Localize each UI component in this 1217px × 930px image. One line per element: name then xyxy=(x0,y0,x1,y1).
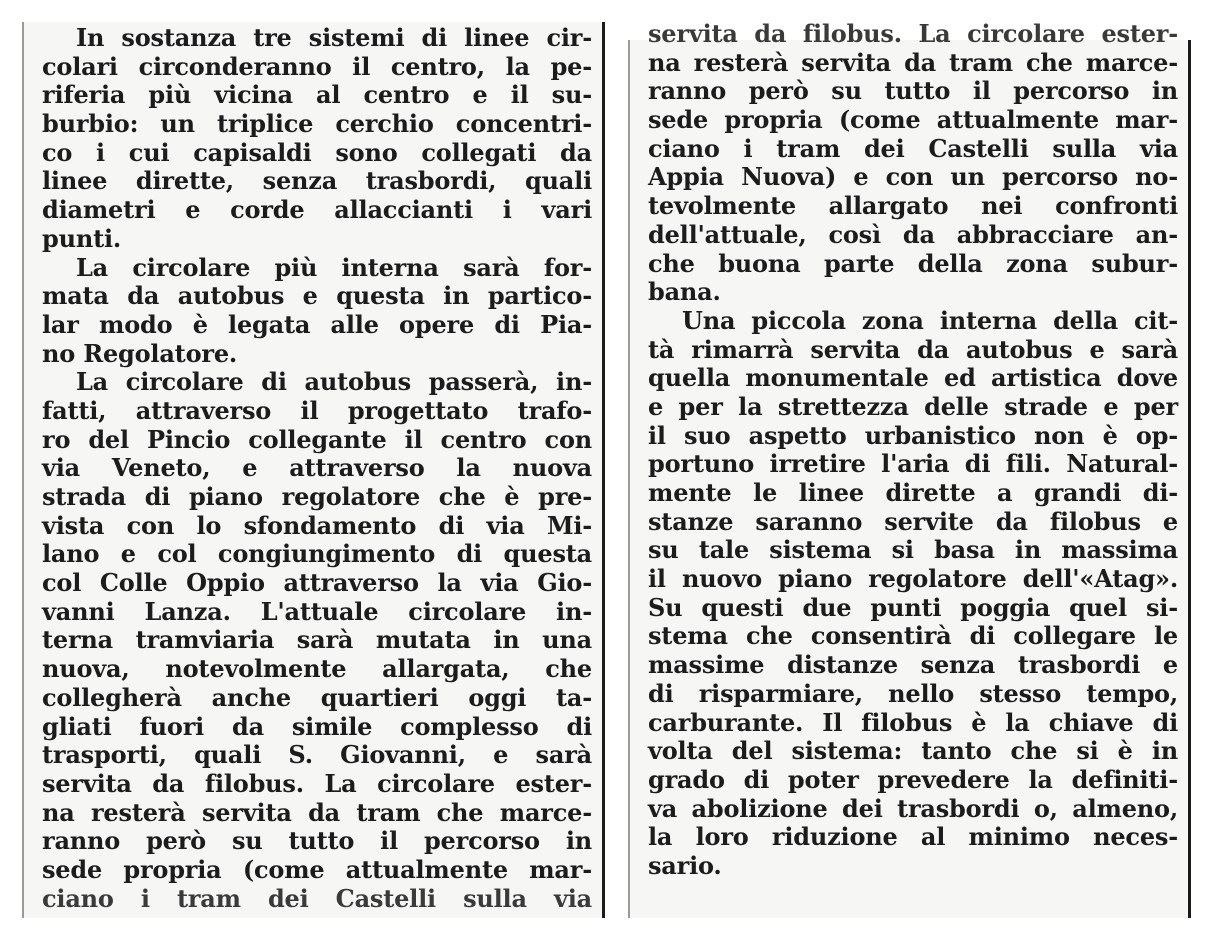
text-line: servita da filobus. La circolare ester- xyxy=(42,768,592,798)
text-line: trasporti, quali S. Giovanni, e sarà xyxy=(42,740,592,770)
text-line: terna tramviaria sarà mutata in una xyxy=(42,625,592,655)
text-line: che buona parte della zona subur- xyxy=(648,248,1178,278)
text-line: ranno però su tutto il percorso in xyxy=(42,826,592,856)
text-line: na resterà servita da tram che marce- xyxy=(648,47,1178,77)
text-line: dell'attuale, così da abbracciare an- xyxy=(648,219,1178,249)
right-column-text xyxy=(648,20,1178,881)
text-line: di risparmiare, nello stesso tempo, xyxy=(648,678,1178,708)
text-line: carburante. Il filobus è la chiave di xyxy=(648,707,1178,737)
text-line: punti. xyxy=(42,223,122,253)
text-line: servita da filobus. La circolare ester- xyxy=(648,19,1178,48)
text-line: fatti, attraverso il progettato trafo- xyxy=(42,395,592,425)
text-line: collegherà anche quartieri oggi ta- xyxy=(42,682,592,712)
text-line: co i cui capisaldi sono collegati da xyxy=(42,137,592,167)
text-line: mata da autobus e questa in partico- xyxy=(42,281,592,311)
text-line: la loro riduzione al minimo neces- xyxy=(648,822,1178,852)
text-line: sede propria (come attualmente mar- xyxy=(648,105,1178,135)
text-line: su tale sistema si basa in massima xyxy=(648,535,1178,565)
text-line: portuno irretire l'aria di fili. Natural- xyxy=(648,449,1178,479)
text-line: e per la strettezza delle strade e per xyxy=(648,391,1178,421)
text-line: Appia Nuova) e con un percorso no- xyxy=(648,162,1178,192)
text-line: diametri e corde allaccianti i vari xyxy=(42,195,592,225)
text-line: stema che consentirà di collegare le xyxy=(648,621,1178,651)
text-line: col Colle Oppio attraverso la via Gio- xyxy=(42,568,592,598)
text-line: grado di poter prevedere la definiti- xyxy=(648,764,1178,794)
text-line: Su questi due punti poggia quel si- xyxy=(648,592,1178,622)
text-line: massime distanze senza trasbordi e xyxy=(648,650,1178,680)
text-line: il suo aspetto urbanistico non è op- xyxy=(648,420,1178,450)
text-line: lar modo è legata alle opere di Pia- xyxy=(42,309,592,339)
text-line: volta del sistema: tanto che si è in xyxy=(648,736,1178,766)
text-line: via Veneto, e attraverso la nuova xyxy=(42,453,592,483)
text-line: va abolizione dei trasbordi o, almeno, xyxy=(648,793,1178,823)
text-line: burbio: un triplice cerchio concentri- xyxy=(42,109,592,139)
text-line: strada di piano regolatore che è pre- xyxy=(42,482,592,511)
text-line: vista con lo sfondamento di via Mi- xyxy=(42,510,592,540)
left-column-text xyxy=(42,24,592,913)
text-line: gliati fuori da simile complesso di xyxy=(42,711,592,741)
text-line: ciano i tram dei Castelli sulla via xyxy=(648,133,1178,163)
text-line: linee dirette, senza trasbordi, quali xyxy=(42,166,592,196)
text-line: La circolare di autobus passerà, in- xyxy=(76,367,592,397)
text-line: vanni Lanza. L'attuale circolare in- xyxy=(42,596,592,626)
text-line: bana. xyxy=(648,277,721,307)
text-line: sede propria (come attualmente mar- xyxy=(42,854,592,884)
text-line: ro del Pincio collegante il centro con xyxy=(42,424,592,454)
text-line: quella monumentale ed artistica dove xyxy=(648,363,1178,393)
text-line: ranno però su tutto il percorso in xyxy=(648,76,1178,106)
text-line: ciano i tram dei Castelli sulla via xyxy=(42,883,592,913)
text-line: il nuovo piano regolatore dell'«Atag». xyxy=(648,564,1178,594)
text-line: nuova, notevolmente allargata, che xyxy=(42,654,592,684)
text-line: na resterà servita da tram che marce- xyxy=(42,797,592,827)
text-line: sario. xyxy=(648,850,722,880)
text-line: mente le linee dirette a grandi di- xyxy=(648,478,1178,507)
text-line: La circolare più interna sarà for- xyxy=(76,252,592,282)
text-line: stanze saranno servite da filobus e xyxy=(648,506,1178,536)
text-line: no Regolatore. xyxy=(42,338,238,368)
text-line: colari circonderanno il centro, la pe- xyxy=(42,51,592,81)
text-line: lano e col congiungimento di questa xyxy=(42,539,592,569)
text-line: Una piccola zona interna della cit- xyxy=(682,305,1178,335)
text-line: riferia più vicina al centro e il su- xyxy=(42,80,592,110)
text-line: tà rimarrà servita da autobus e sarà xyxy=(648,334,1178,364)
right-clipping xyxy=(628,19,1191,918)
text-line: In sostanza tre sistemi di linee cir- xyxy=(76,23,592,52)
left-clipping xyxy=(22,22,605,918)
text-line: tevolmente allargato nei confronti xyxy=(648,191,1178,221)
